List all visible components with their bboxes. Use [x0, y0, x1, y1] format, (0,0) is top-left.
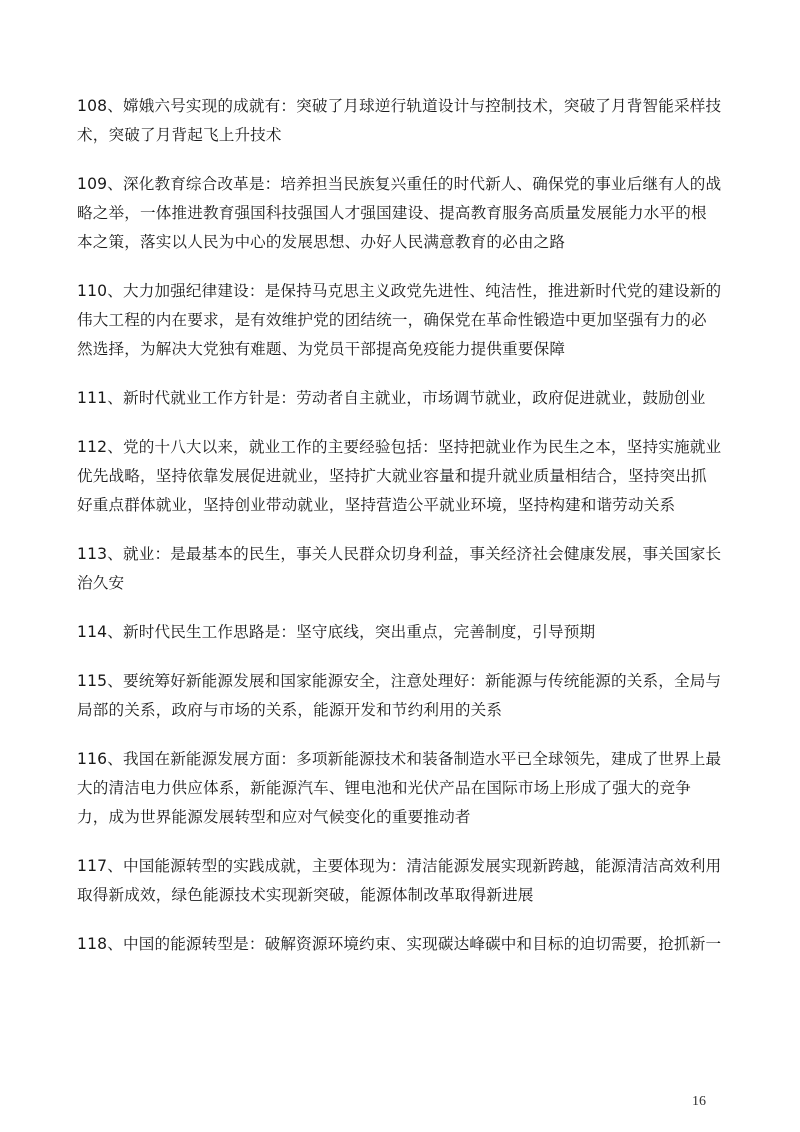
- entry-115: [77, 667, 725, 725]
- entry-line: 118、中国的能源转型是：破解资源环境约束、实现碳达峰碳中和目标的迫切需要，抢抓新一: [77, 935, 722, 953]
- entry-line: 109、深化教育综合改革是：培养担当民族复兴重任的时代新人、确保党的事业后继有人的战: [77, 175, 722, 193]
- entry-118: [77, 930, 725, 959]
- entry-line: 治久安: [77, 574, 125, 592]
- entry-line: 好重点群体就业，坚持创业带动就业，坚持营造公平就业环境，坚持构建和谐劳动关系: [77, 496, 676, 514]
- entry-108: [77, 92, 725, 150]
- entry-list: [77, 92, 725, 979]
- entry-line: 局部的关系，政府与市场的关系，能源开发和节约利用的关系: [77, 701, 503, 719]
- entry-line: 大的清洁电力供应体系，新能源汽车、锂电池和光伏产品在国际市场上形成了强大的竞争: [77, 779, 692, 797]
- entry-line: 术，突破了月背起飞上升技术: [77, 126, 282, 144]
- entry-113: [77, 540, 725, 598]
- entry-line: 110、大力加强纪律建设：是保持马克思主义政党先进性、纯洁性，推进新时代党的建设新的: [77, 282, 722, 300]
- entry-114: [77, 618, 725, 647]
- entry-line: 本之策，落实以人民为中心的发展思想、办好人民满意教育的必由之路: [77, 233, 566, 251]
- entry-line: 然选择，为解决大党独有难题、为党员干部提高免疫能力提供重要保障: [77, 340, 566, 358]
- entry-117: [77, 852, 725, 910]
- entry-112: [77, 433, 725, 520]
- entry-line: 116、我国在新能源发展方面：多项新能源技术和装备制造水平已全球领先，建成了世界上最: [77, 750, 722, 768]
- entry-line: 力，成为世界能源发展转型和应对气候变化的重要推动者: [77, 808, 471, 826]
- entry-109: [77, 170, 725, 257]
- entry-line: 108、嫦娥六号实现的成就有：突破了月球逆行轨道设计与控制技术，突破了月背智能采样技: [77, 97, 722, 115]
- entry-110: [77, 277, 725, 364]
- entry-line: 115、要统筹好新能源发展和国家能源安全，注意处理好：新能源与传统能源的关系，全局与: [77, 672, 722, 690]
- entry-line: 伟大工程的内在要求，是有效维护党的团结统一，确保党在革命性锻造中更加坚强有力的必: [77, 311, 707, 329]
- entry-line: 114、新时代民生工作思路是：坚守底线，突出重点，完善制度，引导预期: [77, 623, 596, 641]
- entry-111: [77, 384, 725, 413]
- entry-line: 取得新成效，绿色能源技术实现新突破，能源体制改革取得新进展: [77, 886, 534, 904]
- entry-line: 117、中国能源转型的实践成就，主要体现为：清洁能源发展实现新跨越，能源清洁高效利用: [77, 857, 722, 875]
- entry-line: 112、党的十八大以来，就业工作的主要经验包括：坚持把就业作为民生之本，坚持实施就业: [77, 438, 722, 456]
- entry-116: [77, 745, 725, 832]
- entry-line: 优先战略，坚持依靠发展促进就业，坚持扩大就业容量和提升就业质量相结合，坚持突出抓: [77, 467, 707, 485]
- entry-line: 113、就业：是最基本的民生，事关人民群众切身利益，事关经济社会健康发展，事关国家长: [77, 545, 722, 563]
- entry-line: 略之举，一体推进教育强国科技强国人才强国建设、提高教育服务高质量发展能力水平的根: [77, 204, 707, 222]
- entry-line: 111、新时代就业工作方针是：劳动者自主就业，市场调节就业，政府促进就业，鼓励创业: [77, 389, 706, 407]
- page-number: 16: [692, 1094, 706, 1109]
